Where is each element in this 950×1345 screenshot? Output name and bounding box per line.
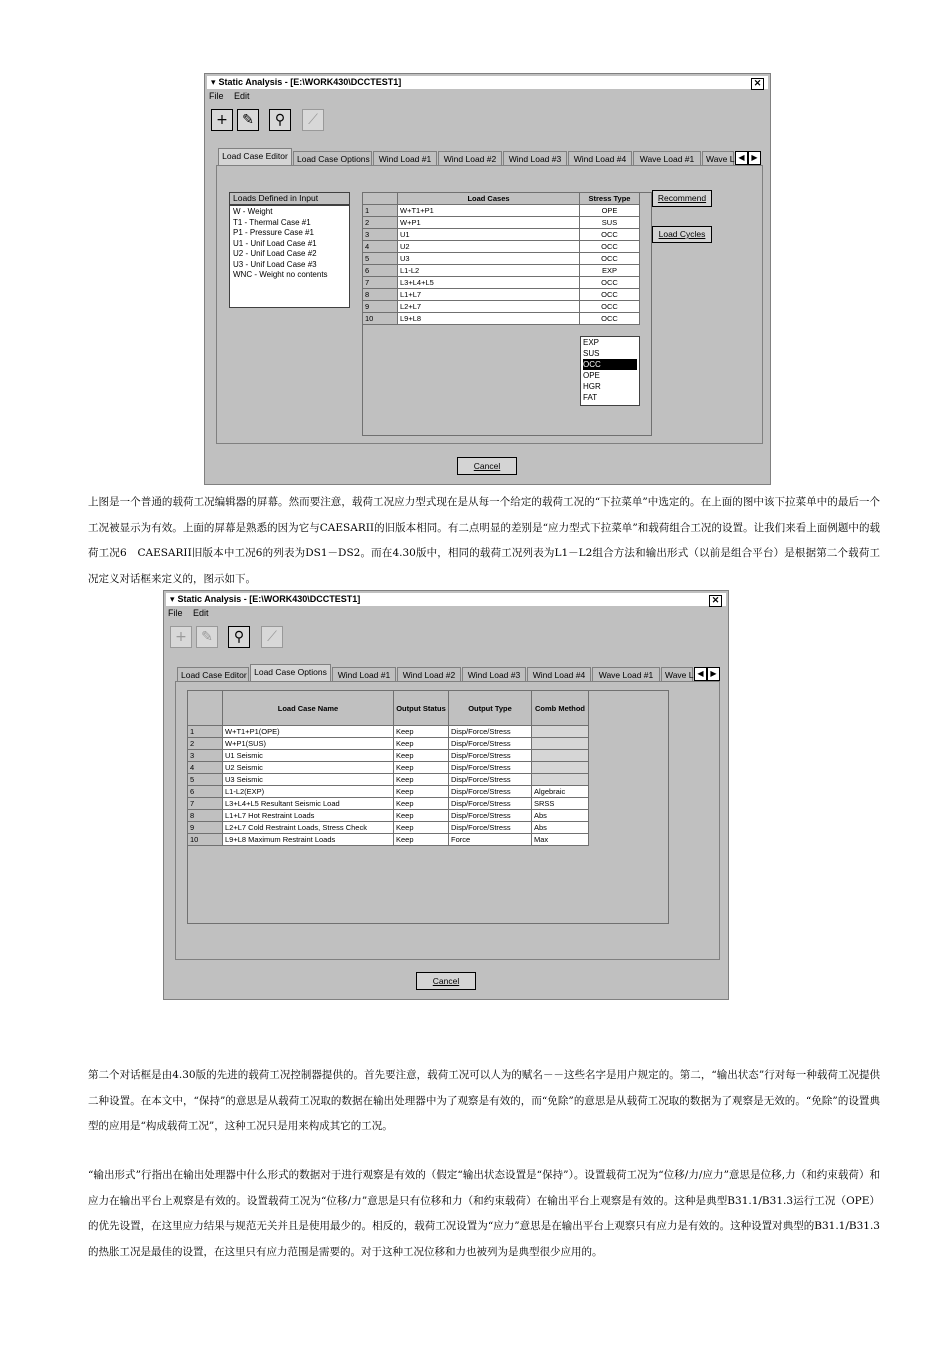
table-row[interactable] bbox=[188, 822, 589, 834]
table-row[interactable] bbox=[363, 217, 640, 229]
window-title: Static Analysis - [E:\WORK430\DCCTEST1] bbox=[177, 594, 361, 604]
table-row[interactable] bbox=[363, 301, 640, 313]
tab-load-case-options[interactable]: Load Case Options bbox=[293, 151, 372, 165]
output-type-cell[interactable]: Disp/Force/Stress bbox=[449, 750, 532, 762]
output-type-cell[interactable]: Force bbox=[449, 834, 532, 846]
output-type-cell[interactable]: Disp/Force/Stress bbox=[449, 798, 532, 810]
stress-type-cell[interactable]: OCC bbox=[580, 229, 640, 241]
load-case-cell[interactable]: W+P1 bbox=[398, 217, 580, 229]
tab-load-case-editor[interactable]: Load Case Editor bbox=[218, 148, 292, 165]
window-title: Static Analysis - [E:\WORK430\DCCTEST1] bbox=[218, 77, 402, 87]
tab-wave-load-2[interactable]: Wave L bbox=[661, 667, 693, 681]
dropdown-option[interactable]: HGR bbox=[583, 382, 601, 391]
tab-wind-load-2[interactable]: Wind Load #2 bbox=[397, 667, 461, 681]
add-icon[interactable]: + bbox=[170, 626, 192, 648]
window-title-bar bbox=[207, 76, 768, 89]
tab-wind-load-1[interactable]: Wind Load #1 bbox=[373, 151, 437, 165]
table-row[interactable] bbox=[188, 726, 589, 738]
output-status-cell[interactable]: Keep bbox=[394, 738, 449, 750]
cancel-button[interactable]: Cancel bbox=[416, 972, 476, 990]
load-case-cell[interactable]: W+T1+P1 bbox=[398, 205, 580, 217]
stress-type-cell[interactable]: SUS bbox=[580, 217, 640, 229]
tab-wind-load-2[interactable]: Wind Load #2 bbox=[438, 151, 502, 165]
run-icon[interactable]: ⚲ bbox=[269, 109, 291, 131]
output-status-cell[interactable]: Keep bbox=[394, 726, 449, 738]
stress-type-cell[interactable]: OCC bbox=[580, 253, 640, 265]
plot-icon[interactable]: ✎ bbox=[196, 626, 218, 648]
comb-method-cell[interactable] bbox=[532, 750, 589, 762]
row-number: 3 bbox=[188, 750, 223, 762]
output-type-cell[interactable]: Disp/Force/Stress bbox=[449, 822, 532, 834]
row-number: 2 bbox=[188, 738, 223, 750]
plot-icon[interactable]: ✎ bbox=[237, 109, 259, 131]
tab-load-case-editor[interactable]: Load Case Editor bbox=[177, 667, 249, 681]
load-case-name-cell[interactable]: L9+L8 Maximum Restraint Loads bbox=[223, 834, 394, 846]
comb-method-cell[interactable] bbox=[532, 738, 589, 750]
row-number: 2 bbox=[363, 217, 398, 229]
row-number: 4 bbox=[188, 762, 223, 774]
table-row[interactable] bbox=[188, 834, 589, 846]
row-number: 1 bbox=[188, 726, 223, 738]
table-row[interactable] bbox=[188, 750, 589, 762]
table-row[interactable] bbox=[363, 289, 640, 301]
cancel-button[interactable]: Cancel bbox=[457, 457, 517, 475]
tab-scroll-right-icon[interactable]: ▶ bbox=[707, 667, 720, 681]
list-item: P1 - Pressure Case #1 bbox=[233, 228, 314, 237]
load-case-options-window bbox=[163, 590, 729, 1000]
paragraph-text: “输出形式”行指出在输出处理器中什么形式的数据对于进行观察是有效的（假定“输出状态设置是“保持”）。设置载荷工况为“位移/力/应力”意思是位移,力（和约束载荷）和应力在输出平台上观察是有效的。设置载荷工况为“位移/力”意思是只有位移和力（和约束载荷）在输出平台上观察是有效的。这种是典型B31.1/B31.3运行工况（OPE）的优先设置，在这里应力结果与规范无关并且是使用最少的。相反的，载荷工况设置为“应力”意思是在输出平台上观察只有应力是有效的。这种设置对典型的B31.1/B31.3的热胀工况是最佳的设置，在这里只有应力范围是需要的。对于这种工况位移和力也被列为是典型很少应用的。 bbox=[88, 1169, 880, 1258]
load-case-name-cell[interactable]: L2+L7 Cold Restraint Loads, Stress Check bbox=[223, 822, 394, 834]
dropdown-option[interactable]: OPE bbox=[583, 371, 600, 380]
tab-wave-load-1[interactable]: Wave Load #1 bbox=[633, 151, 701, 165]
load-case-name-cell[interactable]: L1+L7 Hot Restraint Loads bbox=[223, 810, 394, 822]
paragraph-text: 第二个对话框是由4.30版的先进的载荷工况控制器提供的。首先要注意，载荷工况可以人为的赋名－－这些名字是用户规定的。第二，“输出状态”行对每一种载荷工况提供二种设置。在本文中，“保持”的意思是从载荷工况取的数据在输出处理器中为了观察是有效的，而“免除”的意思是从载荷工况取的数据为了观察是无效的。“免除”的设置典型的应用是“构成载荷工况”，这种工况只是用来构成其它的工况。 bbox=[88, 1069, 880, 1133]
dropdown-option[interactable]: EXP bbox=[583, 338, 600, 347]
row-number: 7 bbox=[363, 277, 398, 289]
load-case-cell[interactable]: U3 bbox=[398, 253, 580, 265]
grid-corner bbox=[188, 691, 223, 726]
app-icon: ▾ bbox=[211, 77, 216, 87]
tab-wind-load-1[interactable]: Wind Load #1 bbox=[332, 667, 396, 681]
table-row[interactable] bbox=[188, 738, 589, 750]
column-header-output-type: Output Type bbox=[449, 691, 532, 726]
table-row[interactable] bbox=[363, 205, 640, 217]
row-number: 4 bbox=[363, 241, 398, 253]
stress-type-cell[interactable]: OCC bbox=[580, 289, 640, 301]
tab-wind-load-4[interactable]: Wind Load #4 bbox=[527, 667, 591, 681]
load-case-name-cell[interactable]: W+P1(SUS) bbox=[223, 738, 394, 750]
row-number: 3 bbox=[363, 229, 398, 241]
comb-method-cell[interactable]: Abs bbox=[532, 822, 589, 834]
list-item: W - Weight bbox=[233, 207, 273, 216]
output-type-cell[interactable]: Disp/Force/Stress bbox=[449, 786, 532, 798]
load-case-name-cell[interactable]: U1 Seismic bbox=[223, 750, 394, 762]
run-icon[interactable]: ⚲ bbox=[228, 626, 250, 648]
table-row[interactable] bbox=[363, 253, 640, 265]
output-type-cell[interactable]: Disp/Force/Stress bbox=[449, 738, 532, 750]
load-case-cell[interactable]: U2 bbox=[398, 241, 580, 253]
menu-bar bbox=[209, 91, 258, 101]
table-row[interactable] bbox=[363, 265, 640, 277]
chart-icon[interactable]: ⟋ bbox=[261, 626, 283, 648]
tab-wind-load-3[interactable]: Wind Load #3 bbox=[503, 151, 567, 165]
load-case-options-grid[interactable] bbox=[187, 690, 589, 846]
app-icon: ▾ bbox=[170, 594, 175, 604]
output-status-cell[interactable]: Keep bbox=[394, 750, 449, 762]
table-row[interactable] bbox=[363, 313, 640, 325]
load-case-cell[interactable]: L9+L8 bbox=[398, 313, 580, 325]
row-number: 8 bbox=[363, 289, 398, 301]
recommend-button[interactable]: Recommend bbox=[652, 190, 712, 207]
comb-method-cell[interactable]: SRSS bbox=[532, 798, 589, 810]
stress-type-dropdown[interactable] bbox=[580, 336, 640, 406]
comb-method-cell[interactable]: Algebraic bbox=[532, 786, 589, 798]
output-status-cell[interactable]: Keep bbox=[394, 774, 449, 786]
row-number: 1 bbox=[363, 205, 398, 217]
row-number: 10 bbox=[363, 313, 398, 325]
tab-wave-load-1[interactable]: Wave Load #1 bbox=[592, 667, 660, 681]
column-header-comb-method: Comb Method bbox=[532, 691, 589, 726]
row-number: 10 bbox=[188, 834, 223, 846]
list-item: U1 - Unif Load Case #1 bbox=[233, 238, 317, 248]
column-header-output-status: Output Status bbox=[394, 691, 449, 726]
load-case-cell[interactable]: L2+L7 bbox=[398, 301, 580, 313]
grid-corner bbox=[363, 193, 398, 205]
list-item: WNC - Weight no contents bbox=[233, 270, 328, 279]
table-row[interactable] bbox=[363, 241, 640, 253]
window-title-bar bbox=[166, 593, 726, 606]
table-row[interactable] bbox=[363, 229, 640, 241]
column-header-load-case-name: Load Case Name bbox=[223, 691, 394, 726]
close-icon[interactable]: ✕ bbox=[709, 595, 722, 607]
body-paragraph-2 bbox=[88, 1063, 880, 1140]
stress-type-cell[interactable]: OCC bbox=[580, 277, 640, 289]
loads-defined-list[interactable] bbox=[229, 205, 350, 308]
output-status-cell[interactable]: Keep bbox=[394, 798, 449, 810]
load-case-cell[interactable]: L1+L7 bbox=[398, 289, 580, 301]
tab-load-case-options[interactable]: Load Case Options bbox=[250, 664, 331, 681]
body-paragraph-3 bbox=[88, 1163, 880, 1265]
chart-icon[interactable]: ⟋ bbox=[302, 109, 324, 131]
row-number: 5 bbox=[363, 253, 398, 265]
table-row[interactable] bbox=[188, 786, 589, 798]
list-item: U2 - Unif Load Case #2 bbox=[233, 249, 317, 258]
dropdown-option[interactable]: FAT bbox=[583, 393, 598, 402]
load-case-editor-window bbox=[204, 73, 771, 485]
body-paragraph-1 bbox=[88, 490, 880, 592]
load-case-name-cell[interactable]: U3 Seismic bbox=[223, 774, 394, 786]
loads-defined-header: Loads Defined in Input bbox=[229, 192, 350, 205]
comb-method-cell[interactable] bbox=[532, 774, 589, 786]
row-number: 9 bbox=[188, 822, 223, 834]
row-number: 9 bbox=[363, 301, 398, 313]
tab-scroll-right-icon[interactable]: ▶ bbox=[748, 151, 761, 165]
stress-type-cell[interactable]: OCC bbox=[580, 313, 640, 325]
output-status-cell[interactable]: Keep bbox=[394, 762, 449, 774]
tab-scroll-left-icon[interactable]: ◀ bbox=[694, 667, 707, 681]
tab-panel bbox=[216, 165, 763, 444]
table-row[interactable] bbox=[188, 810, 589, 822]
output-status-cell[interactable]: Keep bbox=[394, 810, 449, 822]
menu-file[interactable]: File bbox=[168, 608, 183, 618]
add-icon[interactable]: + bbox=[211, 109, 233, 131]
load-cases-grid[interactable] bbox=[362, 192, 640, 325]
output-type-cell[interactable]: Disp/Force/Stress bbox=[449, 810, 532, 822]
table-row[interactable] bbox=[363, 277, 640, 289]
list-item: U3 - Unif Load Case #3 bbox=[233, 259, 317, 269]
paragraph-text: 上图是一个普通的载荷工况编辑器的屏幕。然而要注意，载荷工况应力型式现在是从每一个给定的载荷工况的“下拉菜单”中选定的。在上面的图中该下拉菜单中的最后一个工况被显示为有效。上面的屏幕是熟悉的因为它与CAESARII的旧版本相同。有二点明显的差别是“应力型式下拉菜单”和载荷组合工况的设置。让我们来看上面例题中的载荷工况6 CAESARII旧版本中工况6的列表为DS1－DS2。而在4.30版中，相同的载荷工况列表为L1－L2组合方法和输出形式（以前是组合平台）是根据第二个载荷工况定义对话框来定义的，图示如下。 bbox=[88, 496, 880, 585]
stress-type-cell[interactable]: EXP bbox=[580, 265, 640, 277]
tab-scroll-left-icon[interactable]: ◀ bbox=[735, 151, 748, 165]
load-case-cell[interactable]: U1 bbox=[398, 229, 580, 241]
output-status-cell[interactable]: Keep bbox=[394, 822, 449, 834]
menu-file[interactable]: File bbox=[209, 91, 224, 101]
load-case-name-cell[interactable]: L3+L4+L5 Resultant Seismic Load bbox=[223, 798, 394, 810]
tab-panel bbox=[175, 681, 720, 960]
output-type-cell[interactable]: Disp/Force/Stress bbox=[449, 774, 532, 786]
comb-method-cell[interactable]: Max bbox=[532, 834, 589, 846]
menu-edit[interactable]: Edit bbox=[234, 91, 250, 101]
table-row[interactable] bbox=[188, 774, 589, 786]
column-header-load-cases: Load Cases bbox=[398, 193, 580, 205]
output-type-cell[interactable]: Disp/Force/Stress bbox=[449, 726, 532, 738]
output-type-cell[interactable]: Disp/Force/Stress bbox=[449, 762, 532, 774]
row-number: 8 bbox=[188, 810, 223, 822]
comb-method-cell[interactable] bbox=[532, 726, 589, 738]
load-case-cell[interactable]: L1-L2 bbox=[398, 265, 580, 277]
comb-method-cell[interactable]: Abs bbox=[532, 810, 589, 822]
load-case-cell[interactable]: L3+L4+L5 bbox=[398, 277, 580, 289]
dropdown-option[interactable]: OCC bbox=[583, 359, 637, 370]
list-item: T1 - Thermal Case #1 bbox=[233, 217, 311, 227]
row-number: 6 bbox=[188, 786, 223, 798]
menu-bar bbox=[168, 608, 217, 618]
output-status-cell[interactable]: Keep bbox=[394, 786, 449, 798]
stress-type-cell[interactable]: OCC bbox=[580, 241, 640, 253]
menu-edit[interactable]: Edit bbox=[193, 608, 209, 618]
close-icon[interactable]: ✕ bbox=[751, 78, 764, 90]
dropdown-option[interactable]: SUS bbox=[583, 349, 600, 358]
tab-wind-load-4[interactable]: Wind Load #4 bbox=[568, 151, 632, 165]
load-case-name-cell[interactable]: U2 Seismic bbox=[223, 762, 394, 774]
load-case-name-cell[interactable]: L1-L2(EXP) bbox=[223, 786, 394, 798]
tab-wave-load-2[interactable]: Wave L bbox=[702, 151, 734, 165]
output-status-cell[interactable]: Keep bbox=[394, 834, 449, 846]
row-number: 6 bbox=[363, 265, 398, 277]
row-number: 7 bbox=[188, 798, 223, 810]
table-row[interactable] bbox=[188, 798, 589, 810]
load-case-name-cell[interactable]: W+T1+P1(OPE) bbox=[223, 726, 394, 738]
stress-type-cell[interactable]: OCC bbox=[580, 301, 640, 313]
stress-type-cell[interactable]: OPE bbox=[580, 205, 640, 217]
row-number: 5 bbox=[188, 774, 223, 786]
load-cycles-button[interactable]: Load Cycles bbox=[652, 226, 712, 243]
column-header-stress-type: Stress Type bbox=[580, 193, 640, 205]
table-row[interactable] bbox=[188, 762, 589, 774]
tab-wind-load-3[interactable]: Wind Load #3 bbox=[462, 667, 526, 681]
comb-method-cell[interactable] bbox=[532, 762, 589, 774]
